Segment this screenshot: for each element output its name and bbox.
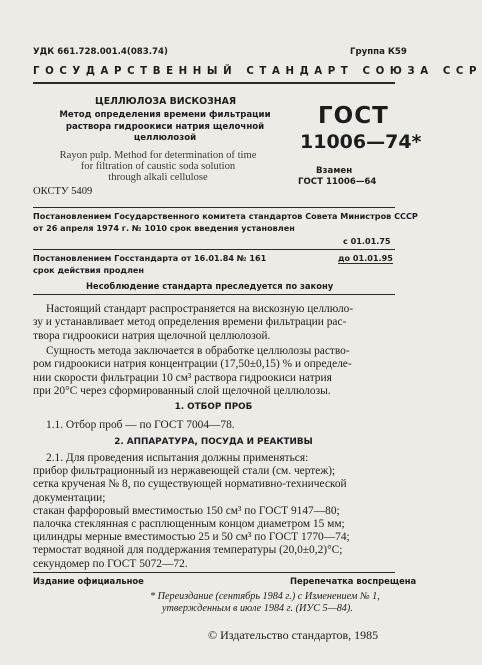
paragraph-line: Сущность метода заключается в обработке целлюлозы раство- [46, 345, 350, 357]
group-code: Группа К59 [350, 47, 407, 57]
official-edition: Издание официальное [33, 576, 144, 586]
decree-bottom-rule [33, 294, 395, 295]
subtitle-line: Метод определения времени фильтрации [59, 110, 271, 120]
list-item: прибор фильтрационный из нержавеющей стали (см. чертеж); [33, 465, 336, 478]
list-item: сетка крученая № 8, по существующей нормативно-технической [33, 478, 347, 491]
copyright: © Издательство стандартов, 1985 [208, 628, 379, 642]
english-title-line: Rayon pulp. Method for determination of time [59, 150, 257, 161]
section-2-list [33, 452, 350, 571]
decree-mid-rule [33, 249, 395, 250]
paragraph-line: при 20°С через сформированный слой щелочной целлюлозы. [33, 385, 331, 398]
gost-label: ГОСТ [318, 103, 389, 129]
paragraph-line: ром гидроокиси натрия концентрации (17,50±0,15) % и определе- [33, 358, 352, 371]
reprint-note-line: утвержденным в июле 1984 г. (ИУС 5—84). [162, 603, 353, 614]
list-item: секундомер по ГОСТ 5072—72. [33, 557, 188, 570]
replaces-value: ГОСТ 11006—64 [298, 177, 377, 187]
state-standard-banner: ГОСУДАРСТВЕННЫЙ СТАНДАРТ СОЮЗА ССР [33, 66, 482, 77]
list-item: цилиндры мерные вместимостью 25 и 50 см³ по ГОСТ 1770—74; [33, 531, 350, 544]
english-title-line: for filtration of caustic soda solution [80, 161, 236, 173]
footer-rule [33, 572, 395, 573]
decree-line: Постановлением Госстандарта от 16.01.84 № 161 [33, 253, 267, 263]
paragraph-line: твора гидроокиси натрия щелочной целлюлозой. [33, 329, 271, 342]
banner-rule [33, 82, 395, 84]
subtitle-line: раствора гидроокиси натрия щелочной [65, 121, 265, 132]
english-title [28, 150, 288, 184]
paragraph-line: зу и устанавливает метод определения времени фильтрации рас- [33, 316, 347, 329]
paragraph-line: нии скорости фильтрации 10 см³ раствора гидроокиси натрия [33, 371, 332, 384]
extended-date: до 01.01.95 [338, 253, 393, 263]
legal-warning: Несоблюдение стандарта преследуется по закону [86, 281, 334, 291]
list-item: стакан фарфоровый вместимостью 150 см³ по ГОСТ 9147—80; [33, 504, 340, 517]
subtitle-line: целлюлозой [133, 133, 197, 143]
list-item: термостат водяной для поддержания температуры (20,0±0,2)°С; [33, 544, 343, 557]
reprint-forbidden: Перепечатка воспрещена [290, 576, 417, 586]
section-1-text: 1.1. Отбор проб — по ГОСТ 7004—78. [46, 419, 235, 431]
list-item: документации; [33, 491, 106, 504]
reprint-note-line: * Переиздание (сентябрь 1984 г.) с Изменением № 1, [150, 591, 380, 602]
effective-date: с 01.01.75 [343, 236, 391, 246]
decree-line: срок действия продлен [33, 265, 144, 275]
reprint-note [150, 591, 380, 615]
intro-paragraph [33, 303, 353, 343]
okstu-code: ОКСТУ 5409 [33, 186, 93, 197]
document-subtitle [50, 110, 280, 145]
replaces-label: Взамен [316, 166, 353, 176]
udk-code: УДК 661.728.001.4(083.74) [33, 47, 168, 57]
list-item: 2.1. Для проведения испытания должны применяться: [46, 452, 309, 464]
list-item: палочка стеклянная с расплющенным концом диаметром 15 мм; [33, 518, 345, 531]
decree-line: Постановлением Государственного комитета стандартов Совета Министров СССР [33, 211, 418, 221]
decree-line: от 26 апреля 1974 г. № 1010 срок введения установлен [33, 223, 295, 233]
gost-number: 11006—74* [300, 131, 422, 153]
paragraph-line: Настоящий стандарт распространяется на вискозную целлюло- [46, 303, 354, 315]
english-title-line: through alkali cellulose [108, 172, 208, 184]
document-title: ЦЕЛЛЮЛОЗА ВИСКОЗНАЯ [95, 96, 237, 107]
decree-top-rule [33, 207, 395, 208]
section-2-heading: 2. АППАРАТУРА, ПОСУДА И РЕАКТИВЫ [114, 437, 313, 447]
section-1-heading: 1. ОТБОР ПРОБ [174, 402, 253, 412]
essence-paragraph [33, 345, 352, 399]
